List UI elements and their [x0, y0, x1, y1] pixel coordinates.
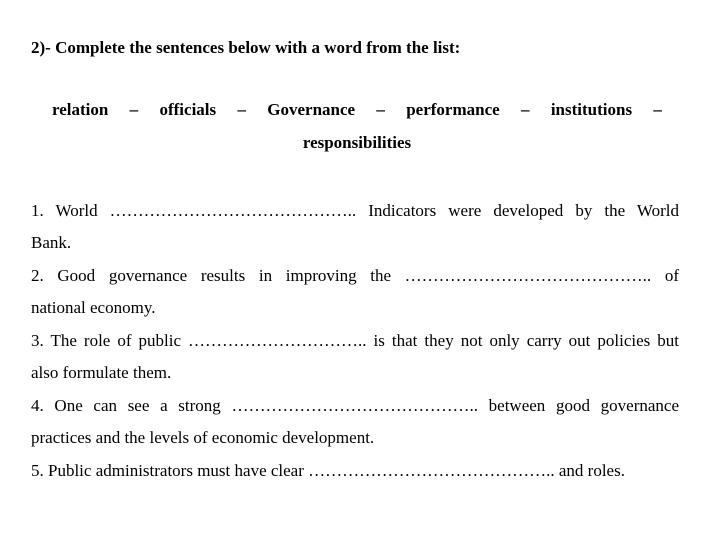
sentence-2	[31, 260, 679, 324]
separator: –	[376, 100, 385, 119]
sentence-1	[31, 195, 679, 259]
word-governance: Governance	[267, 100, 356, 119]
sentence-3	[31, 325, 679, 389]
sentence-5-line-1: 5. Public administrators must have clear …………………………………….. and roles.	[31, 461, 625, 480]
word-institutions: institutions	[550, 100, 633, 119]
sentence-5	[31, 455, 679, 487]
sentence-4	[31, 390, 679, 454]
separator: –	[653, 100, 662, 119]
sentence-1-line-1: 1. World …………………………………….. Indicators were developed by the World	[31, 201, 679, 220]
word-list-second-line	[0, 133, 720, 153]
separator: –	[521, 100, 530, 119]
word-performance: performance	[406, 100, 500, 119]
sentence-3-line-2: also formulate them.	[31, 363, 172, 382]
word-relation: relation	[52, 100, 109, 119]
word-list	[52, 100, 662, 120]
sentence-2-line-2: national economy.	[31, 298, 156, 317]
sentence-3-line-1: 3. The role of public ………………………….. is that they not only carry out policies but	[31, 331, 679, 350]
sentence-2-line-1: 2. Good governance results in improving the …………………………………….. of	[31, 266, 679, 285]
sentence-1-line-2: Bank.	[31, 233, 72, 252]
word-officials: officials	[159, 100, 217, 119]
sentence-4-line-1: 4. One can see a strong …………………………………….. between good governance	[31, 396, 679, 415]
word-responsibilities: responsibilities	[302, 133, 412, 152]
separator: –	[129, 100, 139, 119]
sentence-4-line-2: practices and the levels of economic development.	[31, 428, 375, 447]
exercise-heading: 2)- Complete the sentences below with a word from the list:	[31, 38, 461, 57]
separator: –	[237, 100, 246, 119]
